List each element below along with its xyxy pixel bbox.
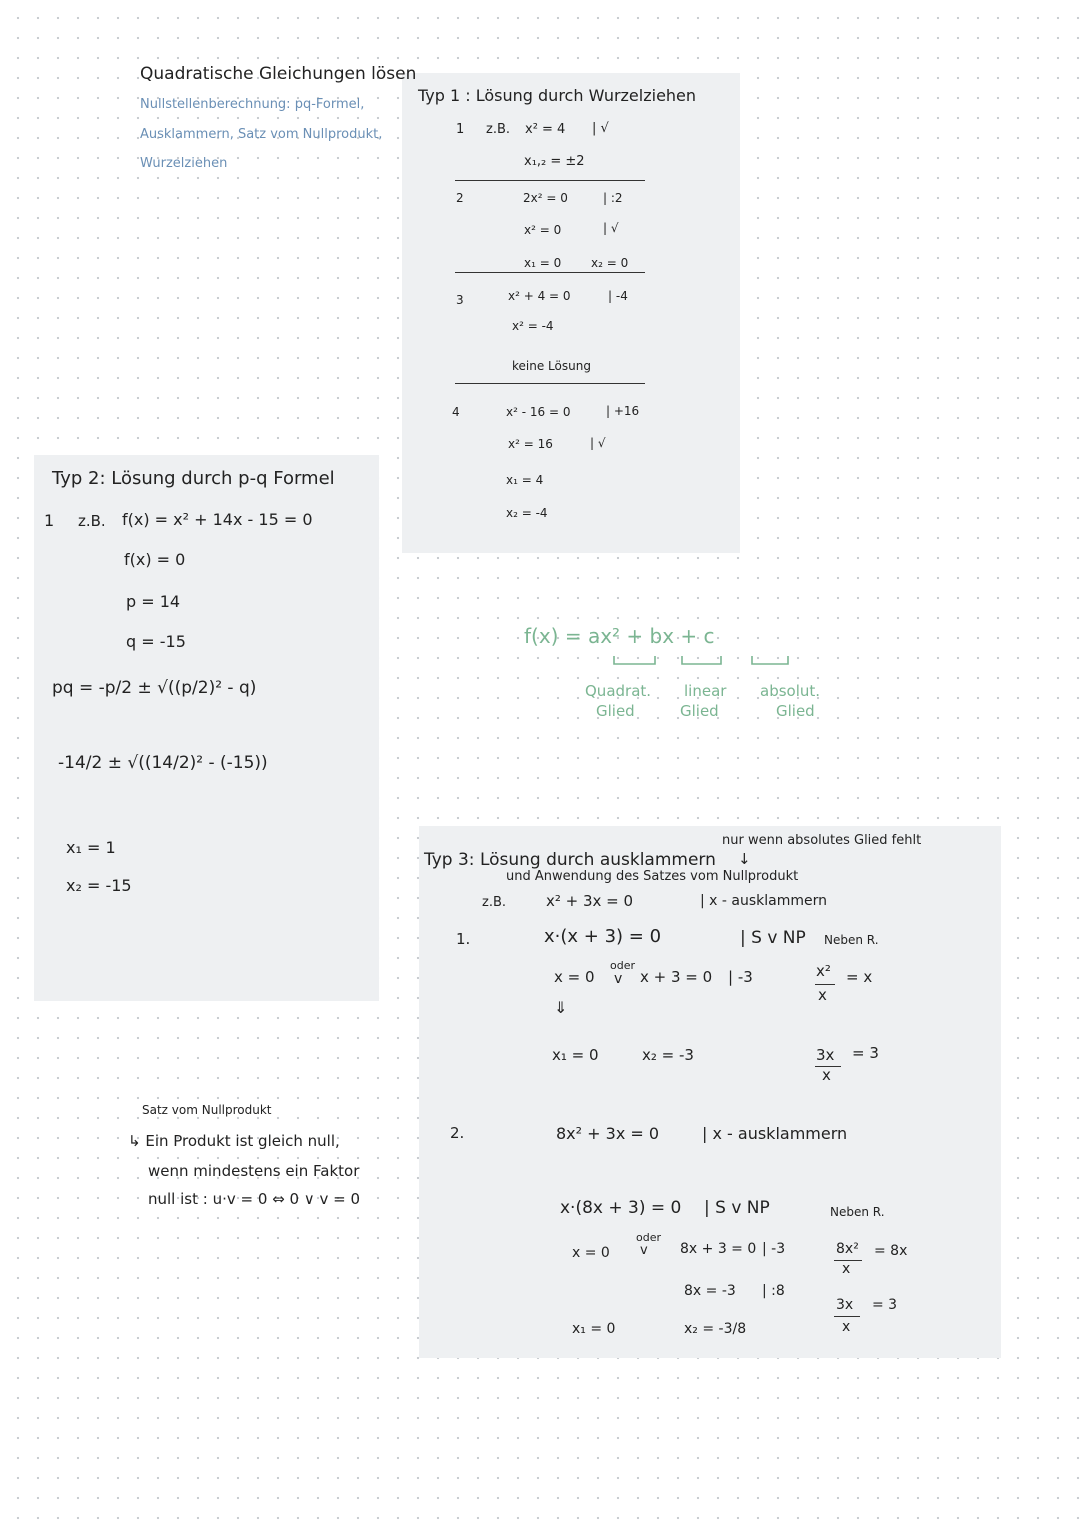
typ3-ex1-side1-num: x² bbox=[816, 962, 831, 980]
typ2-p: p = 14 bbox=[126, 592, 181, 611]
typ2-function: f(x) = x² + 14x - 15 = 0 bbox=[122, 510, 313, 529]
typ3-ex1-line2-or: v bbox=[614, 971, 623, 987]
typ1-ex2-line3a: x₁ = 0 bbox=[524, 256, 562, 270]
typ3-ex1-num: 1. bbox=[456, 930, 471, 948]
typ3-ex2-side2-den: x bbox=[842, 1319, 851, 1335]
general-term1-b: Glied bbox=[596, 702, 635, 720]
typ3-ex2-x1: x₁ = 0 bbox=[572, 1321, 616, 1337]
nullprodukt-title: Satz vom Nullprodukt bbox=[142, 1103, 272, 1117]
typ3-ex2-line1: 8x² + 3x = 0 bbox=[556, 1124, 660, 1143]
typ1-ex3-line2: x² = -4 bbox=[512, 319, 554, 333]
typ3-ex1-side2-res: = 3 bbox=[852, 1044, 879, 1062]
general-formula: f(x) = ax² + bx + c bbox=[524, 624, 715, 648]
general-term3-a: absolut. bbox=[760, 682, 821, 700]
methods-line-2: Ausklammern, Satz vom Nullprodukt, bbox=[140, 127, 383, 142]
typ3-ex2-side2-num: 3x bbox=[836, 1297, 854, 1313]
typ3-ex1-line2b: x + 3 = 0 bbox=[640, 968, 713, 986]
typ1-ex2-op1: | :2 bbox=[603, 191, 623, 205]
typ1-ex3-line3: keine Lösung bbox=[512, 359, 591, 373]
typ3-zb: z.B. bbox=[482, 895, 507, 910]
typ3-ex2-oder: oder bbox=[636, 1231, 662, 1244]
typ1-ex3-num: 3 bbox=[456, 293, 464, 307]
general-term3-b: Glied bbox=[776, 702, 815, 720]
typ1-ex2-line1: 2x² = 0 bbox=[523, 191, 568, 205]
typ1-ex2-line3b: x₂ = 0 bbox=[591, 256, 629, 270]
typ3-ex1-op2: | -3 bbox=[728, 968, 753, 986]
typ3-ex2-side2-res: = 3 bbox=[872, 1297, 898, 1313]
typ1-ex4-line3: x₁ = 4 bbox=[506, 473, 544, 487]
typ3-ex1-line2a: x = 0 bbox=[554, 968, 595, 986]
typ3-ex2-line3b: 8x + 3 = 0 bbox=[680, 1241, 757, 1257]
typ2-insert: -14/2 ± √((14/2)² - (-15)) bbox=[58, 753, 268, 773]
typ3-ex1-oder: oder bbox=[610, 959, 636, 972]
typ1-ex4-line4: x₂ = -4 bbox=[506, 506, 548, 520]
typ1-ex4-line1: x² - 16 = 0 bbox=[506, 405, 571, 419]
nullprodukt-line1: ↳ Ein Produkt ist gleich null, bbox=[128, 1132, 340, 1150]
typ1-ex4-line2: x² = 16 bbox=[508, 437, 553, 451]
typ3-ex2-x2: x₂ = -3/8 bbox=[684, 1321, 747, 1337]
typ3-ex1-op1: | S v NP bbox=[740, 928, 806, 948]
typ1-ex1-num: 1 bbox=[456, 122, 465, 137]
typ1-ex3-line1: x² + 4 = 0 bbox=[508, 289, 571, 303]
typ3-ex1-x1: x₁ = 0 bbox=[552, 1046, 599, 1064]
typ1-ex1-zb: z.B. bbox=[486, 122, 511, 137]
typ3-given: x² + 3x = 0 bbox=[546, 892, 634, 910]
page-title: Quadratische Gleichungen lösen bbox=[140, 64, 417, 84]
typ1-title: Typ 1 : Lösung durch Wurzelziehen bbox=[418, 86, 697, 105]
typ3-ex2-side2-bar bbox=[834, 1316, 860, 1317]
methods-line-3: Wurzelziehen bbox=[140, 156, 228, 171]
typ3-ex1-line1: x·(x + 3) = 0 bbox=[544, 926, 662, 947]
typ1-ex3-op1: | -4 bbox=[608, 289, 628, 303]
methods-line-1: Nullstellenberechnung: pq-Formel, bbox=[140, 97, 365, 112]
typ3-ex2-side1-den: x bbox=[842, 1261, 851, 1277]
typ2-ex-num: 1 bbox=[44, 511, 55, 530]
typ3-ex2-num: 2. bbox=[450, 1124, 465, 1142]
typ3-ex2-op2: | S v NP bbox=[704, 1198, 770, 1218]
typ2-pq-formula: pq = -p/2 ± √((p/2)² - q) bbox=[52, 678, 257, 698]
typ3-ex1-side2-num: 3x bbox=[816, 1046, 835, 1064]
typ3-ex1-x2: x₂ = -3 bbox=[642, 1046, 694, 1064]
typ3-note-arrow: ↓ bbox=[738, 850, 751, 868]
typ1-ex1-line1: x² = 4 bbox=[525, 122, 566, 137]
typ3-ex2-op3: | -3 bbox=[762, 1241, 786, 1257]
typ1-ex4-op2: | √ bbox=[590, 436, 606, 450]
typ1-ex4-num: 4 bbox=[452, 405, 460, 419]
typ3-ex1-side1-bar bbox=[815, 984, 835, 985]
typ3-ex2-side1-res: = 8x bbox=[874, 1243, 908, 1259]
typ3-ex1-arrow: ⇓ bbox=[554, 998, 568, 1017]
typ1-ex1-line2: x₁,₂ = ±2 bbox=[524, 154, 585, 169]
typ3-title-2: und Anwendung des Satzes vom Nullprodukt bbox=[506, 869, 799, 884]
typ3-ex2-side1-num: 8x² bbox=[836, 1241, 859, 1257]
typ3-ex2-line3-or: v bbox=[640, 1243, 648, 1258]
typ2-zb: z.B. bbox=[78, 512, 106, 530]
typ2-line1: f(x) = 0 bbox=[124, 550, 186, 569]
typ3-title-1: Typ 3: Lösung durch ausklammern bbox=[424, 850, 716, 870]
typ2-x1: x₁ = 1 bbox=[66, 838, 116, 857]
typ1-ex2-op2: | √ bbox=[603, 221, 619, 235]
general-term2-a: linear bbox=[684, 682, 727, 700]
typ3-given-op: | x - ausklammern bbox=[700, 893, 827, 909]
typ3-ex1-side2-den: x bbox=[822, 1066, 831, 1084]
typ3-ex1-side-title: Neben R. bbox=[824, 933, 879, 947]
typ3-ex2-op1: | x - ausklammern bbox=[702, 1124, 848, 1143]
typ2-x2: x₂ = -15 bbox=[66, 876, 132, 895]
typ2-q: q = -15 bbox=[126, 632, 186, 651]
general-term1-a: Quadrat. bbox=[585, 682, 652, 700]
typ3-ex1-side1-res: = x bbox=[846, 968, 873, 986]
typ3-ex1-side1-den: x bbox=[818, 986, 827, 1004]
nullprodukt-line2: wenn mindestens ein Faktor bbox=[148, 1162, 360, 1180]
typ1-ex2-line2: x² = 0 bbox=[524, 223, 562, 237]
typ1-ex4-op1: | +16 bbox=[606, 404, 640, 418]
typ3-ex2-side-title: Neben R. bbox=[830, 1205, 885, 1219]
general-term2-b: Glied bbox=[680, 702, 719, 720]
typ3-ex2-op4: | :8 bbox=[762, 1283, 785, 1299]
typ1-ex1-op1: | √ bbox=[592, 121, 609, 136]
nullprodukt-line3: null ist : u·v = 0 ⇔ 0 ∨ v = 0 bbox=[148, 1190, 361, 1208]
typ3-ex2-line2: x·(8x + 3) = 0 bbox=[560, 1198, 682, 1218]
typ3-ex2-line4: 8x = -3 bbox=[684, 1283, 736, 1299]
typ1-ex2-num: 2 bbox=[456, 191, 464, 205]
typ3-ex2-line3a: x = 0 bbox=[572, 1245, 610, 1261]
typ2-title: Typ 2: Lösung durch p-q Formel bbox=[52, 468, 335, 489]
typ3-note: nur wenn absolutes Glied fehlt bbox=[722, 833, 922, 848]
